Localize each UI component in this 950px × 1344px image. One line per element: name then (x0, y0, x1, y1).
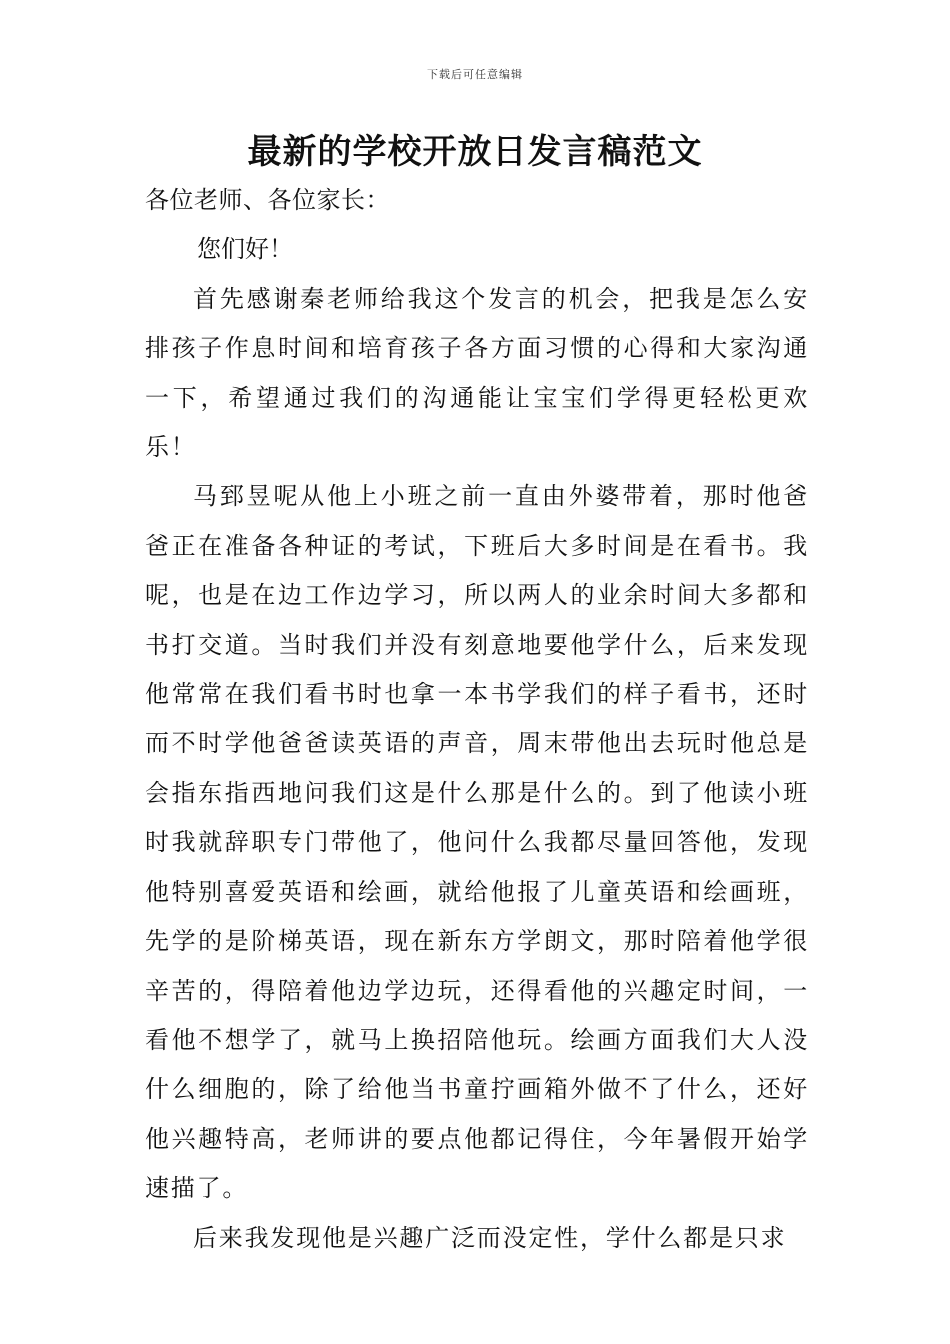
header-note: 下载后可任意编辑 (427, 68, 523, 81)
paragraph-3: 后来我发现他是兴趣广泛而没定性，学什么都是只求 (193, 1223, 787, 1252)
greeting: 您们好！ (197, 235, 293, 264)
paragraph-1: 首先感谢秦老师给我这个发言的机会，把我是怎么安排孩子作息时间和培育孩子各方面习惯的心得和大家沟通一下，希望通过我们的沟通能让宝宝们学得更轻松更欢乐！ (145, 284, 809, 462)
salutation: 各位老师、各位家长： (145, 186, 390, 214)
paragraph-2: 马郅昱呢从他上小班之前一直由外婆带着，那时他爸爸正在准备各种证的考试，下班后大多时间是在看书。我呢，也是在边工作边学习，所以两人的业余时间大多都和书打交道。当时我们并没有刻意地要他学什么，后来发现他常常在我们看书时也拿一本书学我们的样子看书，还时而不时学他爸爸读英语的声音，周末带他出去玩时他总是会指东指西地问我们这是什么那是什么的。到了他读小班时我就辞职专门带他了，他问什么我都尽量回答他，发现他特别喜爱英语和绘画，就给他报了儿童英语和绘画班，先学的是阶梯英语，现在新东方学朗文，那时陪着他学很辛苦的，得陪着他边学边玩，还得看他的兴趣定时间，一看他不想学了，就马上换招陪他玩。绘画方面我们大人没什么细胞的，除了给他当书童拧画箱外做不了什么，还好他兴趣特高，老师讲的要点他都记得住，今年暑假开始学速描了。 (145, 482, 809, 1203)
document-title: 最新的学校开放日发言稿范文 (247, 132, 703, 172)
document-body (145, 176, 809, 1263)
